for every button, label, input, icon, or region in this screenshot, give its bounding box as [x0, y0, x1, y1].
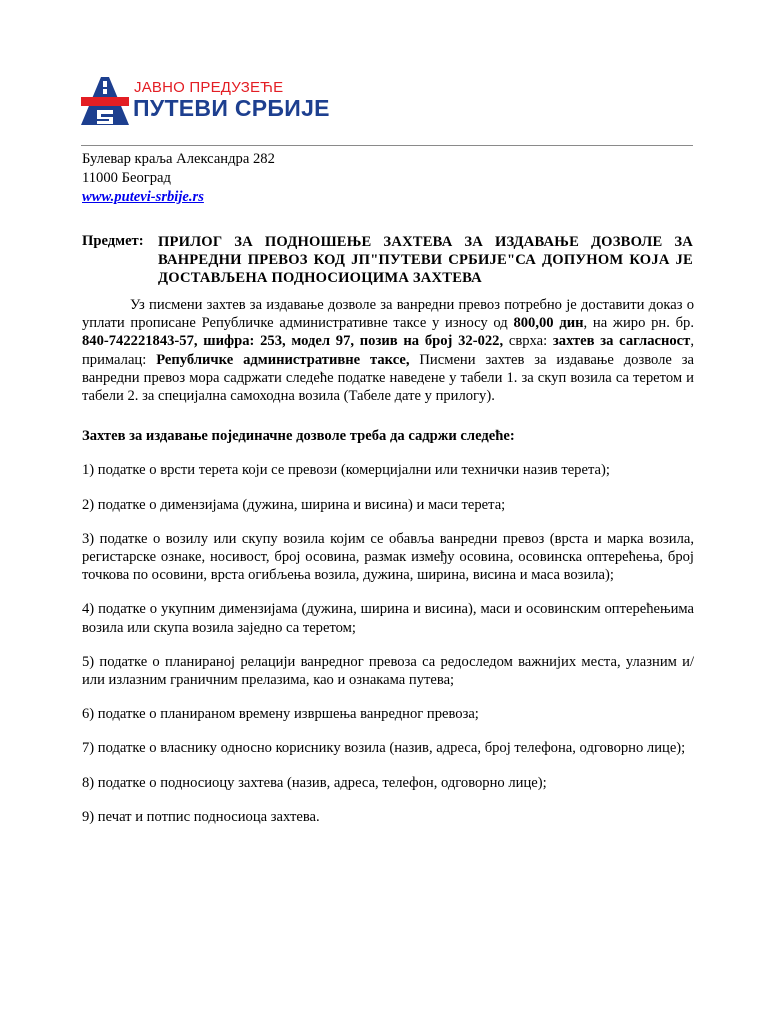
requirement-item: 7) податке о власнику односно кориснику возила (назив, адреса, број телефона, одговорно лице);: [82, 740, 686, 757]
header-divider: [81, 145, 693, 146]
address-block: [82, 150, 275, 207]
requirement-item: 2) податке о димензијама (дужина, ширина и висина) и маси терета;: [82, 496, 506, 513]
requirement-item: 8) податке о подносиоцу захтева (назив, адреса, телефон, одговорно лице);: [82, 774, 547, 791]
subject-title: ПРИЛОГ ЗА ПОДНОШЕЊЕ ЗАХТЕВА ЗА ИЗДАВАЊЕ ДОЗВОЛЕ ЗА ВАНРЕДНИ ПРЕВОЗ КОД ЈП"ПУТЕВИ СРБИЈЕ"СА ДОПУНОМ КОЈА ЈЕ ДОСТАВЉЕНА ПОДНОСИОЦИМА ЗАХТЕВА: [158, 234, 693, 286]
document-body: [82, 296, 694, 826]
requirement-item: 6) податке о планираном времену извршења ванредног превоза;: [82, 706, 479, 723]
intro-text-4: , прималац:: [82, 333, 694, 368]
requirements-heading: Захтев за издавање појединачне дозволе треба да садржи следеће:: [82, 428, 515, 445]
payment-recipient: Републичке административне таксе,: [156, 351, 410, 368]
street-address: Булевар краља Александра 282: [82, 151, 275, 167]
requirement-item: 9) печат и потпис подносиоца захтева.: [82, 808, 320, 825]
intro-paragraph: [82, 296, 694, 405]
intro-text-2: , на жиро рн. бр.: [583, 315, 694, 332]
intro-text-1: Уз писмени захтев за издавање дозволе за ванредни превоз потребно је доставити доказ о уплати прописане Републичке административне таксе у износу од: [82, 297, 694, 332]
company-logo: [81, 77, 330, 127]
logo-text-line1: ЈАВНО ПРЕДУЗЕЋЕ: [134, 79, 284, 96]
city-postcode: 11000 Београд: [82, 170, 171, 186]
payment-purpose: захтев за сагласност: [552, 333, 691, 350]
requirement-item: 3) податке о возилу или скупу возила којим се обавља ванредни превоз (врста и марка возила, регистарске ознаке, носивост, број осовина, размак између осовина, осовинска оптерећења, број точкова по осовини, врста огибљења возила, дужина, ширина, висина и маса возила);: [82, 530, 694, 584]
requirement-item: 4) податке о укупним димензијама (дужина, ширина и висина), маси и осовинским оптерећењима возила или скупа возила заједно са теретом;: [82, 601, 694, 636]
intro-text-3: сврха:: [503, 333, 553, 350]
fee-amount: 800,00 дин: [513, 315, 584, 332]
logo-text-line2: ПУТЕВИ СРБИЈЕ: [133, 95, 330, 121]
payment-account-details: 840-742221843-57, шифра: 253, модел 97, позив на број 32-022,: [82, 333, 504, 350]
requirement-item: 1) податке о врсти терета који се превози (комерцијални или технички назив терета);: [82, 462, 610, 479]
intro-text-5: Писмени захтев за издавање дозволе за ванредни превоз мора садржати следеће податке наведене у табели 1. за скуп возила са теретом и табели 2. за специјална самоходна возила (Табеле дате у прилогу).: [82, 351, 694, 405]
website-link[interactable]: www.putevi-srbije.rs: [82, 189, 204, 205]
road-emblem-icon: [81, 77, 129, 125]
requirement-item: 5) податке о планираној релацији ванредног превоза са редоследом важнијих места, улазним и/или излазним граничним прелазима, као и ознакама путева;: [82, 653, 694, 689]
subject-label: Предмет:: [82, 233, 144, 249]
